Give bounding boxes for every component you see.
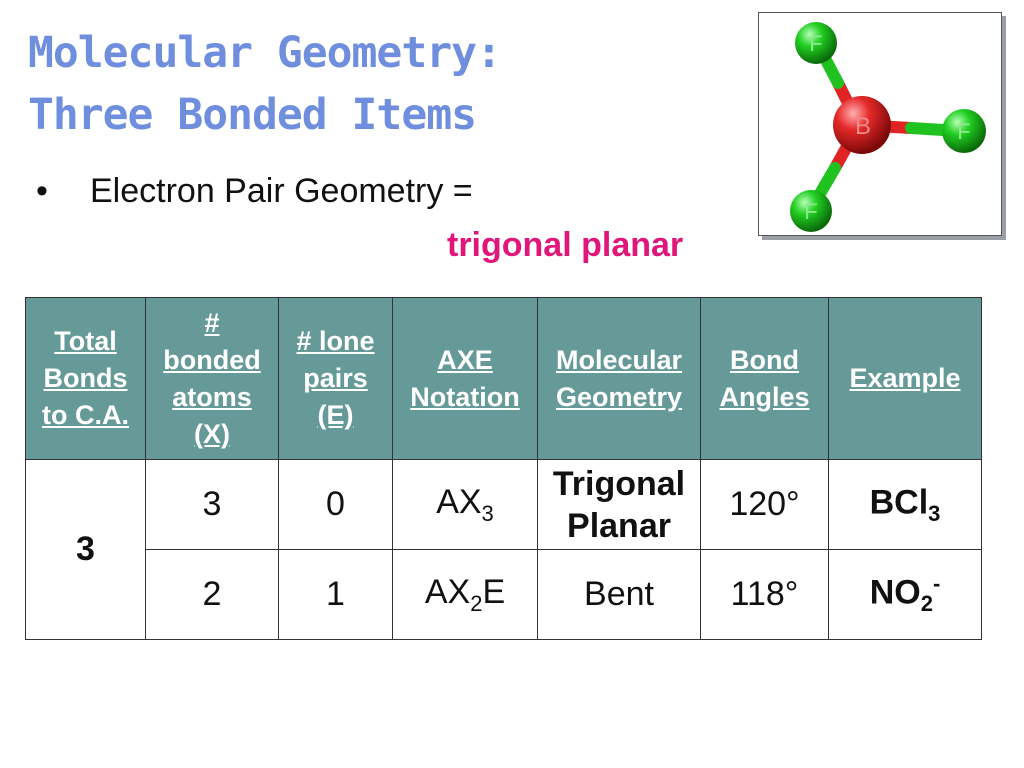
bullet-text: Electron Pair Geometry = <box>90 172 473 210</box>
slide-title <box>28 22 501 146</box>
bond-angle-cell: 118° <box>701 550 829 640</box>
header-axe-notation: AXE Notation <box>393 298 538 460</box>
example-cell: BCl$_3$ <box>829 460 982 550</box>
header-example: Example <box>829 298 982 460</box>
title-line-1: Molecular Geometry: <box>28 28 501 78</box>
fluorine-atom-right <box>942 109 986 153</box>
bullet-electron-pair-geometry <box>36 172 473 211</box>
lone-pairs-cell: 1 <box>279 550 393 640</box>
table-row <box>26 460 982 550</box>
total-bonds-cell: 3 <box>26 460 146 640</box>
header-molecular-geometry: Molecular Geometry <box>538 298 701 460</box>
header-bonded-atoms: # bonded atoms (X) <box>146 298 279 460</box>
table-header-row <box>26 298 982 460</box>
header-total-bonds: Total Bonds to C.A. <box>26 298 146 460</box>
geometry-table <box>25 297 982 640</box>
fluorine-atom-top <box>795 22 837 64</box>
molecular-geometry-cell: Bent <box>538 550 701 640</box>
header-lone-pairs: # lone pairs (E) <box>279 298 393 460</box>
svg-text:B: B <box>854 113 872 140</box>
svg-text:F: F <box>957 119 971 144</box>
boron-atom-center <box>833 96 891 154</box>
header-bond-angles: Bond Angles <box>701 298 829 460</box>
axe-notation-cell: $AX_2E$ <box>393 550 538 640</box>
bf3-molecule-model <box>759 13 1001 235</box>
example-cell: $NO_2^-$ <box>829 550 982 640</box>
fluorine-atom-bottom <box>790 190 832 232</box>
bonded-atoms-cell: 3 <box>146 460 279 550</box>
molecule-image-frame <box>758 12 1002 236</box>
table-row <box>26 550 982 640</box>
title-line-2: Three Bonded Items <box>28 90 476 140</box>
svg-text:F: F <box>809 31 823 56</box>
bullet-icon: • <box>36 172 48 210</box>
lone-pairs-cell: 0 <box>279 460 393 550</box>
molecular-geometry-cell: Trigonal Planar <box>538 460 701 550</box>
axe-notation-cell: $AX_3$ <box>393 460 538 550</box>
geometry-answer: trigonal planar <box>447 226 684 264</box>
bond-angle-cell: 120° <box>701 460 829 550</box>
bonded-atoms-cell: 2 <box>146 550 279 640</box>
svg-text:F: F <box>804 199 818 224</box>
